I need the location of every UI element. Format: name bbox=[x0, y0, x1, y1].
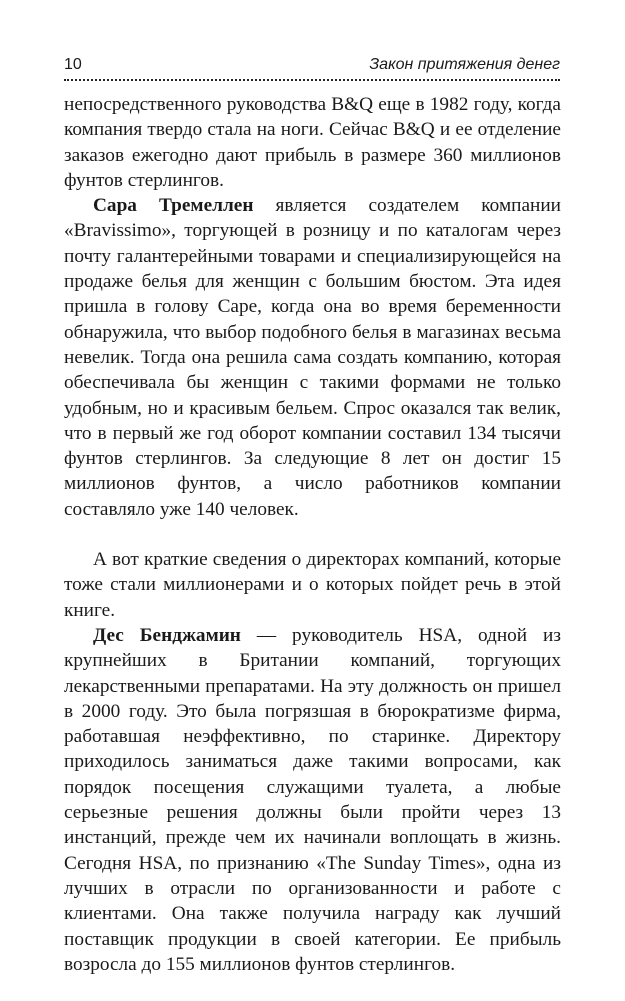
paragraph-sarah-tremellen bbox=[64, 193, 561, 522]
paragraph-bq-continuation bbox=[64, 92, 561, 193]
page-number: 10 bbox=[64, 56, 82, 73]
paragraph-lead-name: Сара Тремеллен bbox=[93, 195, 254, 217]
paragraph-text: является создателем компании «Bravissimo», торгующей в розницу и по каталогам через почту галантерейными товарами и специализирующейся на продаже белья для женщин с большим бюстом. Эта идея пришла в голову Саре, когда она во время беременности обнаружила, что выбор подобного белья в магазинах весьма невелик. Тогда она решила сама создать компанию, которая обеспечивала бы женщин с такими формами не только удобным, но и красивым бельем. Спрос оказался так велик, что в первый же год оборот компании составил 134 тысячи фунтов стерлингов. За следующие 8 лет он достиг 15 миллионов фунтов, а число работников компании составляло уже 140 человек. bbox=[64, 195, 561, 520]
running-header bbox=[64, 54, 560, 82]
running-title: Закон притяжения денег bbox=[369, 56, 560, 73]
paragraph-text: непосредственного руководства B&Q еще в 1982 году, когда компания твердо стала на ноги. Сейчас B&Q и ее отделение заказов ежегодно дают прибыль в размере 360 миллионов фунтов стерлингов. bbox=[64, 94, 561, 191]
paragraph-text: — руководитель HSA, одной из крупнейших в Британии компаний, торгующих лекарственными препаратами. На эту должность он пришел в 2000 году. Это была погрязшая в бюрократизме фирма, работавшая неэффективно, по старинке. Директору приходилось заниматься даже такими вопросами, как порядок посещения служащими туалета, а любые серьезные решения должны были пройти через 13 инстанций, прежде чем их начинали воплощать в жизнь. Сегодня HSA, по признанию «The Sunday Times», одна из лучших в отрасли по организованности и работе с клиентами. Она также получила награду как лучший поставщик продукции в своей категории. Ее прибыль возросла до 155 миллионов фунтов стерлингов. bbox=[64, 624, 561, 975]
paragraph-lead-name: Дес Бенджамин bbox=[93, 624, 241, 646]
paragraph-des-benjamin bbox=[64, 623, 561, 977]
paragraph-directors-intro bbox=[64, 547, 561, 623]
header-dotted-rule bbox=[64, 79, 560, 81]
body-text bbox=[64, 92, 561, 977]
paragraph-text: А вот краткие сведения о директорах компаний, которые тоже стали миллионерами и о которых пойдет речь в этой книге. bbox=[64, 549, 561, 621]
